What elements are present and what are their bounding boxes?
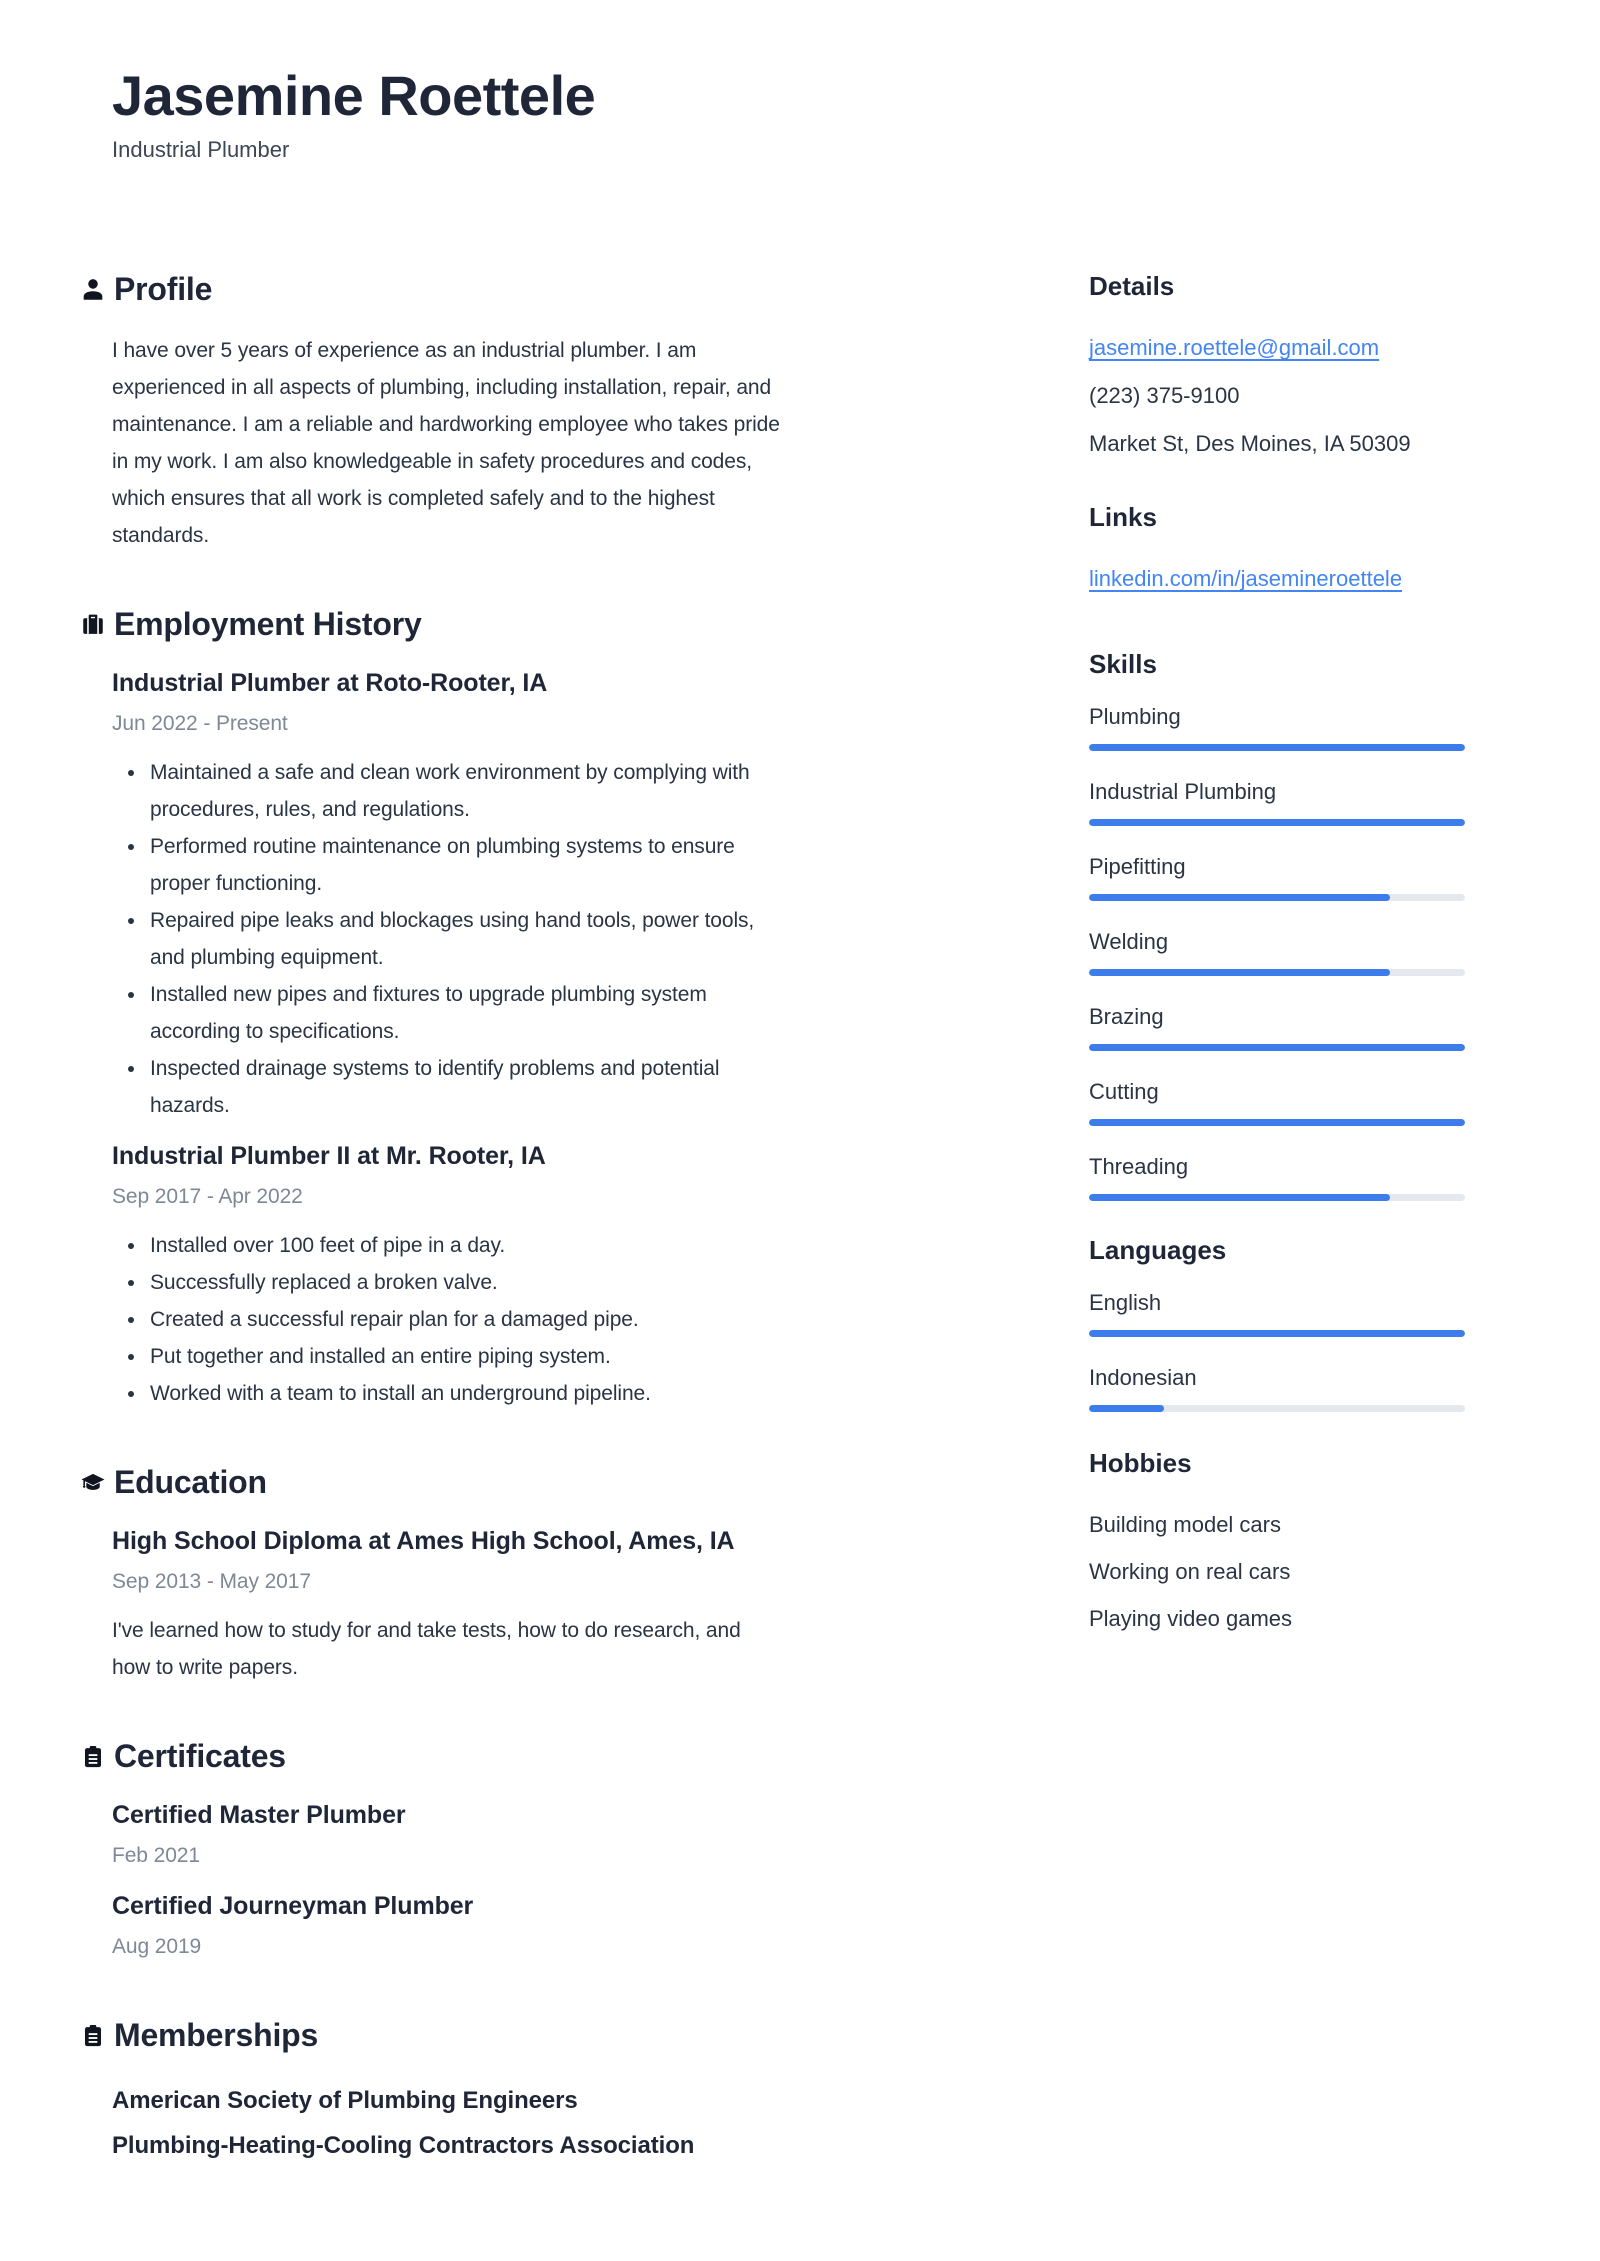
skill-progress-bar — [1089, 1044, 1465, 1051]
job-bullet: Maintained a safe and clean work environment by complying with procedures, rules, and regulations. — [112, 754, 780, 828]
person-icon — [80, 277, 106, 303]
language-label: Indonesian — [1089, 1365, 1197, 1391]
education-degree: High School Diploma at Ames High School, Ames, IA — [112, 1527, 735, 1556]
linkedin-link[interactable]: linkedin.com/in/jasemineroettele — [1089, 566, 1403, 592]
resume-columns — [80, 271, 1465, 2220]
profile-body — [112, 332, 780, 554]
job-entry — [112, 667, 780, 1124]
sidebar-column — [1089, 271, 1465, 1682]
skill-progress-bar — [1089, 969, 1465, 976]
skill-progress-bar — [1089, 819, 1465, 826]
section-skills — [1089, 649, 1465, 1201]
skill-progress-fill — [1089, 969, 1390, 976]
language-label: English — [1089, 1290, 1162, 1316]
section-memberships — [80, 2017, 780, 2168]
job-dates: Sep 2017 - Apr 2022 — [112, 1185, 303, 1209]
main-column — [80, 271, 780, 2220]
language-progress-bar — [1089, 1330, 1465, 1337]
job-title: Industrial Plumber II at Mr. Rooter, IA — [112, 1142, 546, 1171]
job-entry — [112, 1140, 780, 1412]
section-details — [1089, 271, 1465, 468]
briefcase-icon — [80, 612, 106, 638]
education-heading: Education — [114, 1464, 267, 1501]
certificate-title: Certified Master Plumber — [112, 1801, 406, 1830]
job-bullet: Inspected drainage systems to identify problems and potential hazards. — [112, 1050, 780, 1124]
address: Market St, Des Moines, IA 50309 — [1089, 431, 1411, 457]
links-body — [1089, 555, 1465, 603]
section-certificates — [80, 1738, 780, 1965]
section-links — [1089, 502, 1465, 603]
email-line — [1089, 324, 1465, 372]
job-bullet: Installed new pipes and fixtures to upgrade plumbing system according to specifications. — [112, 976, 780, 1050]
language-progress-bar — [1089, 1405, 1465, 1412]
skill-progress-bar — [1089, 1119, 1465, 1126]
skill-item — [1089, 927, 1465, 976]
phone-number: (223) 375-9100 — [1089, 383, 1240, 409]
graduation-cap-icon — [80, 1470, 106, 1496]
certificate-dates: Aug 2019 — [112, 1935, 202, 1959]
skill-item — [1089, 702, 1465, 751]
skill-item — [1089, 852, 1465, 901]
skill-progress-fill — [1089, 894, 1390, 901]
job-bullet: Created a successful repair plan for a damaged pipe. — [112, 1301, 780, 1338]
skill-label: Pipefitting — [1089, 854, 1186, 880]
clipboard-icon — [80, 2023, 106, 2049]
skill-label: Industrial Plumbing — [1089, 779, 1277, 805]
language-progress-fill — [1089, 1405, 1164, 1412]
skill-label: Cutting — [1089, 1079, 1159, 1105]
languages-heading: Languages — [1089, 1235, 1227, 1266]
education-description: I've learned how to study for and take tests, how to do research, and how to write papers. — [112, 1619, 741, 1680]
hobbies-body — [1089, 1501, 1465, 1642]
job-dates: Jun 2022 - Present — [112, 712, 288, 736]
skills-heading: Skills — [1089, 649, 1157, 680]
skills-body — [1089, 702, 1465, 1201]
section-profile — [80, 271, 780, 554]
language-progress-fill — [1089, 1330, 1465, 1337]
job-bullet-list — [112, 754, 780, 1124]
languages-body — [1089, 1288, 1465, 1412]
education-dates: Sep 2013 - May 2017 — [112, 1570, 311, 1594]
candidate-job-title: Industrial Plumber — [112, 137, 290, 163]
skill-progress-fill — [1089, 819, 1465, 826]
employment-section-header — [80, 606, 780, 643]
membership-item: Plumbing-Heating-Cooling Contractors Association — [112, 2132, 695, 2160]
skill-progress-bar — [1089, 1194, 1465, 1201]
education-entry — [112, 1525, 780, 1686]
memberships-body — [112, 2078, 780, 2168]
language-item — [1089, 1363, 1465, 1412]
resume-header — [112, 64, 1465, 163]
job-bullet: Successfully replaced a broken valve. — [112, 1264, 780, 1301]
memberships-heading: Memberships — [114, 2017, 319, 2054]
skill-progress-fill — [1089, 1194, 1390, 1201]
certificate-title: Certified Journeyman Plumber — [112, 1892, 474, 1921]
skill-label: Welding — [1089, 929, 1169, 955]
skill-progress-bar — [1089, 894, 1465, 901]
membership-item: American Society of Plumbing Engineers — [112, 2087, 578, 2115]
clipboard-icon — [80, 1744, 106, 1770]
hobby-item: Working on real cars — [1089, 1559, 1291, 1585]
section-education — [80, 1464, 780, 1686]
hobby-item: Building model cars — [1089, 1512, 1281, 1538]
skill-progress-bar — [1089, 744, 1465, 751]
job-bullet-list — [112, 1227, 780, 1412]
profile-heading: Profile — [114, 271, 213, 308]
education-section-header — [80, 1464, 780, 1501]
section-employment — [80, 606, 780, 1412]
memberships-section-header — [80, 2017, 780, 2054]
link-line — [1089, 555, 1465, 603]
education-body — [112, 1525, 780, 1686]
skill-item — [1089, 1077, 1465, 1126]
skill-label: Threading — [1089, 1154, 1189, 1180]
skill-item — [1089, 777, 1465, 826]
profile-text: I have over 5 years of experience as an industrial plumber. I am experienced in all aspects of plumbing, including installation, repair, and maintenance. I am a reliable and hardworking employee who takes pride in my work. I am also knowledgeable in safety procedures and codes, which ensures that all work is completed safely and to the highest standards. — [112, 339, 780, 548]
skill-progress-fill — [1089, 1119, 1465, 1126]
job-bullet: Repaired pipe leaks and blockages using hand tools, power tools, and plumbing equipment. — [112, 902, 780, 976]
details-body — [1089, 324, 1465, 468]
employment-heading: Employment History — [114, 606, 422, 643]
section-languages — [1089, 1235, 1465, 1412]
job-title: Industrial Plumber at Roto-Rooter, IA — [112, 669, 548, 698]
hobbies-heading: Hobbies — [1089, 1448, 1192, 1479]
skill-item — [1089, 1152, 1465, 1201]
skill-label: Brazing — [1089, 1004, 1164, 1030]
certificate-dates: Feb 2021 — [112, 1844, 200, 1868]
skill-progress-fill — [1089, 744, 1465, 751]
candidate-name: Jasemine Roettele — [112, 64, 596, 127]
certificates-body — [112, 1799, 780, 1965]
section-hobbies — [1089, 1448, 1465, 1642]
profile-section-header — [80, 271, 780, 308]
employment-body — [112, 667, 780, 1412]
job-bullet: Put together and installed an entire piping system. — [112, 1338, 780, 1375]
certificate-entry — [112, 1890, 780, 1965]
language-item — [1089, 1288, 1465, 1337]
skill-item — [1089, 1002, 1465, 1051]
certificates-section-header — [80, 1738, 780, 1775]
job-bullet: Installed over 100 feet of pipe in a day. — [112, 1227, 780, 1264]
details-heading: Details — [1089, 271, 1175, 302]
hobby-item: Playing video games — [1089, 1606, 1293, 1632]
skill-label: Plumbing — [1089, 704, 1181, 730]
email-link[interactable]: jasemine.roettele@gmail.com — [1089, 335, 1380, 361]
links-heading: Links — [1089, 502, 1157, 533]
certificates-heading: Certificates — [114, 1738, 286, 1775]
skill-progress-fill — [1089, 1044, 1465, 1051]
job-bullet: Worked with a team to install an underground pipeline. — [112, 1375, 780, 1412]
certificate-entry — [112, 1799, 780, 1874]
job-bullet: Performed routine maintenance on plumbing systems to ensure proper functioning. — [112, 828, 780, 902]
